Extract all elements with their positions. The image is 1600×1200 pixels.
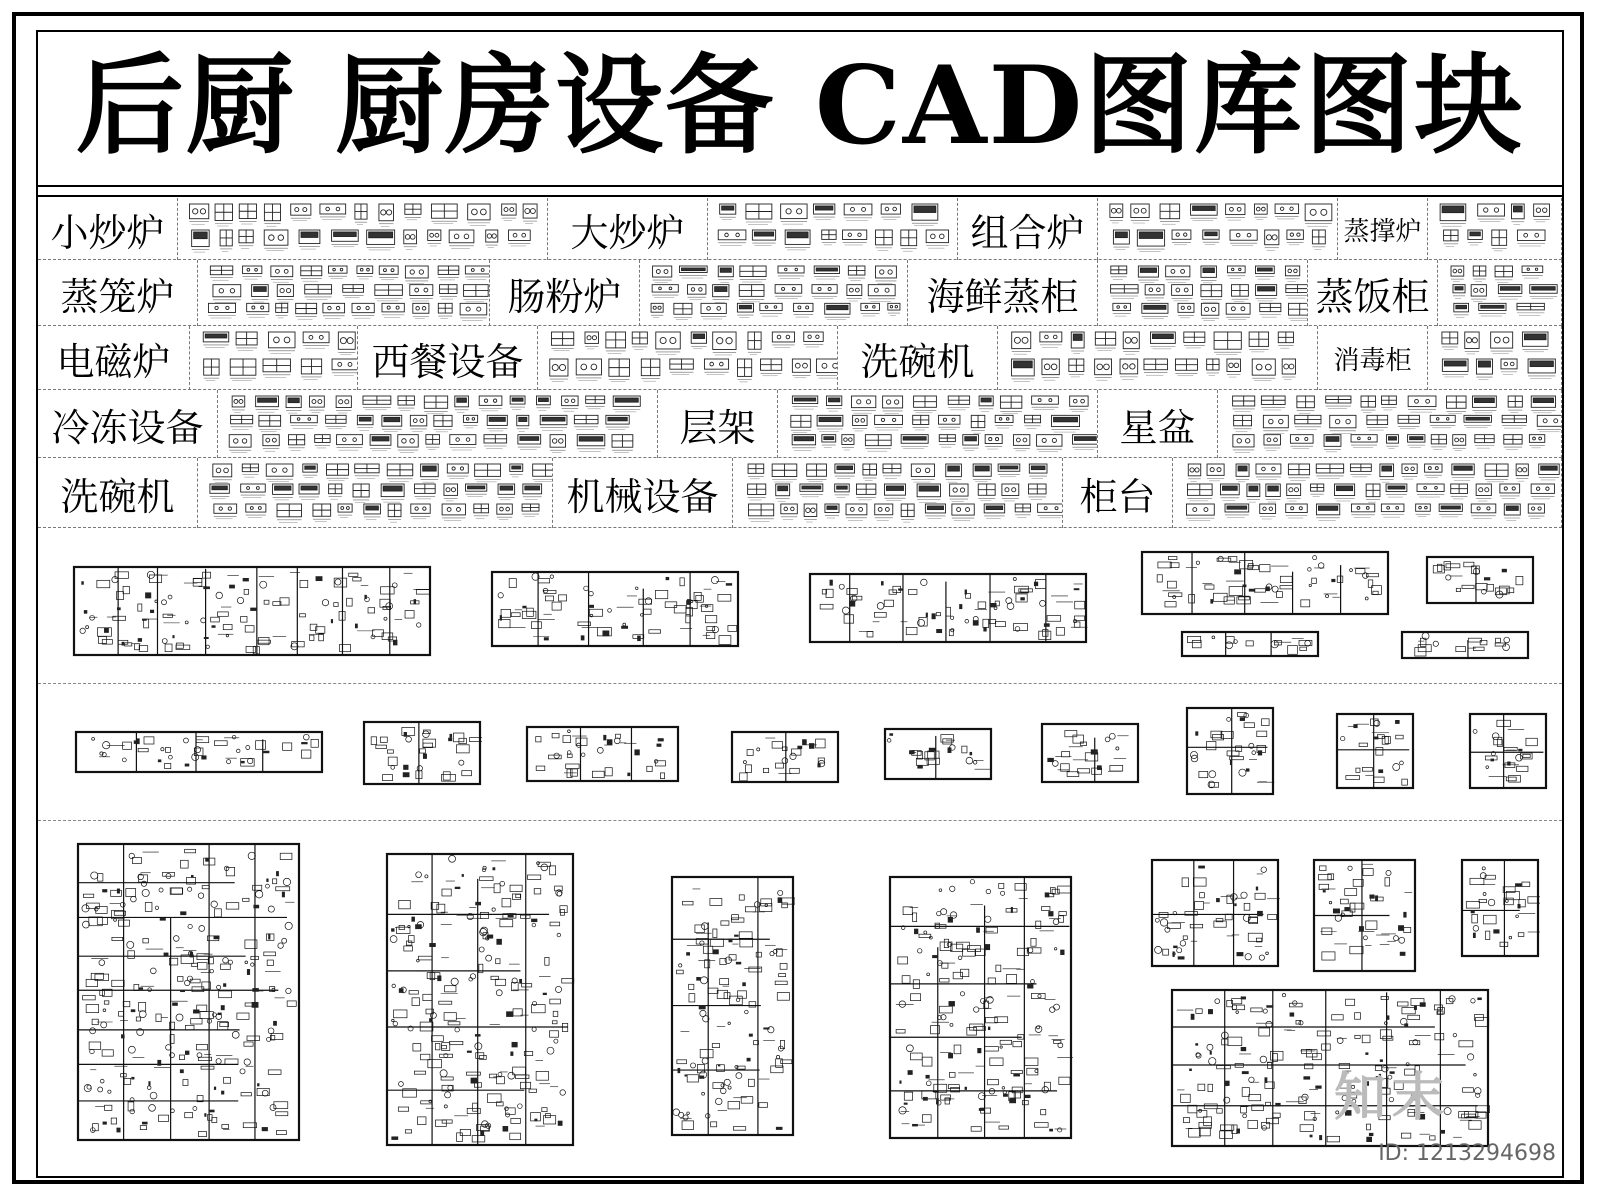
section-divider [38,683,1562,684]
thumbnail-strip [1098,198,1338,260]
equipment-thumbnails [198,458,552,528]
equipment-thumbnails [778,390,1097,458]
category-label: 大炒炉 [548,198,708,260]
thumbnail-strip [1438,260,1562,326]
category-row [38,326,1562,390]
page-title: 后厨 厨房设备 CAD图库图块 [75,43,1525,169]
kitchen-floor-plan [385,852,575,1147]
watermark-logo: 知末 [1333,1068,1450,1128]
kitchen-floor-plan [888,875,1073,1140]
kitchen-floor-plan [670,875,795,1137]
category-row [38,458,1562,528]
equipment-thumbnails [733,458,1062,528]
equipment-thumbnails [1428,198,1561,260]
category-label: 冷冻设备 [38,390,218,458]
category-label: 蒸饭柜 [1308,260,1438,326]
category-label: 小炒炉 [38,198,178,260]
category-label: 海鲜蒸柜 [908,260,1098,326]
category-label: 蒸笼炉 [38,260,198,326]
category-label: 机械设备 [553,458,733,528]
equipment-thumbnails [1438,260,1561,326]
watermark-id: ID: 1213294698 [1378,1141,1556,1166]
equipment-thumbnails [198,260,489,326]
category-label: 肠粉炉 [490,260,640,326]
category-label: 层架 [658,390,778,458]
thumbnail-strip [1173,458,1562,528]
kitchen-floor-plan [1312,858,1417,973]
title-rule-bottom [36,195,1564,197]
thumbnail-strip [198,458,553,528]
equipment-thumbnails [1428,326,1561,390]
equipment-thumbnails [190,326,357,390]
kitchen-floor-plan [1150,858,1280,968]
kitchen-floor-plan [1185,706,1275,796]
thumbnail-strip [778,390,1098,458]
thumbnail-strip [1218,390,1562,458]
category-label: 蒸撑炉 [1338,198,1428,260]
kitchen-floor-plan [1460,858,1540,958]
equipment-thumbnails [1218,390,1561,458]
kitchen-floor-plan [72,565,432,657]
category-label: 洗碗机 [838,326,998,390]
category-label: 洗碗机 [38,458,198,528]
thumbnail-strip [538,326,838,390]
equipment-thumbnails [218,390,657,458]
kitchen-floor-plan [883,727,993,781]
kitchen-floor-plan [1040,722,1140,784]
equipment-thumbnails [178,198,547,260]
kitchen-floor-plan [1335,712,1415,790]
equipment-thumbnails [640,260,907,326]
thumbnail-strip [218,390,658,458]
kitchen-floor-plan [490,570,740,648]
kitchen-floor-plan [1180,630,1320,658]
category-label: 柜台 [1063,458,1173,528]
thumbnail-strip [1098,260,1308,326]
category-label: 电磁炉 [38,326,190,390]
title-rule-top [36,185,1564,187]
kitchen-floor-plan [1468,712,1548,790]
thumbnail-strip [1428,198,1562,260]
kitchen-floor-plan [525,725,680,783]
kitchen-floor-plan [74,730,324,774]
thumbnail-strip [178,198,548,260]
equipment-thumbnails [1098,198,1337,260]
kitchen-floor-plan [808,572,1088,644]
equipment-thumbnails [1098,260,1307,326]
equipment-thumbnails [1173,458,1561,528]
kitchen-floor-plan [76,842,301,1142]
category-label: 组合炉 [958,198,1098,260]
thumbnail-strip [998,326,1318,390]
kitchen-floor-plan [1400,630,1530,660]
thumbnail-strip [198,260,490,326]
kitchen-floor-plan [362,720,482,786]
equipment-thumbnails [708,198,957,260]
category-row [38,198,1562,260]
category-row [38,260,1562,326]
section-divider [38,820,1562,821]
category-label: 消毒柜 [1318,326,1428,390]
equipment-thumbnails [538,326,837,390]
thumbnail-strip [190,326,358,390]
thumbnail-strip [733,458,1063,528]
equipment-thumbnails [998,326,1317,390]
thumbnail-strip [640,260,908,326]
category-label: 西餐设备 [358,326,538,390]
kitchen-floor-plan [1140,550,1390,616]
category-label: 星盆 [1098,390,1218,458]
category-row [38,390,1562,458]
thumbnail-strip [708,198,958,260]
kitchen-floor-plan [730,730,840,784]
kitchen-floor-plan [1425,555,1535,605]
thumbnail-strip [1428,326,1562,390]
